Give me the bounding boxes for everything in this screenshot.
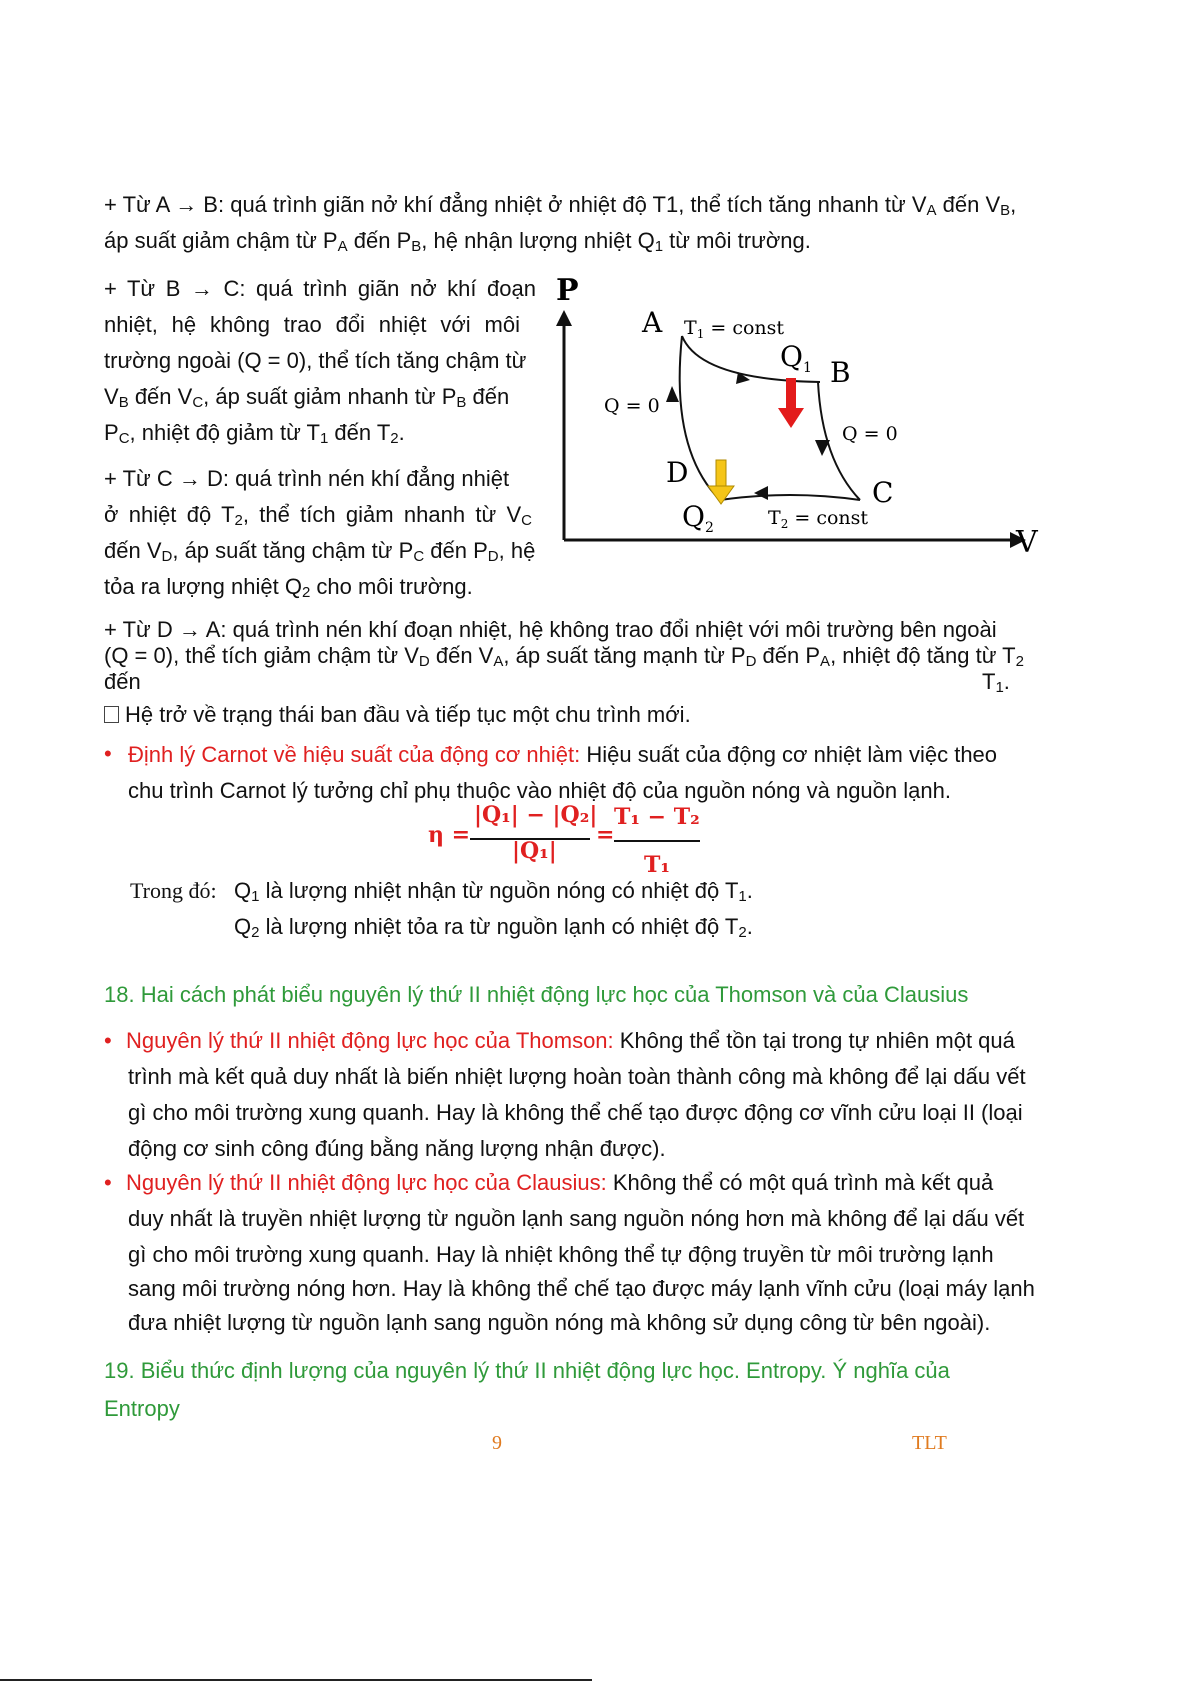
section-18-heading: 18. Hai cách phát biểu nguyên lý thứ II nhiệt động lực học của Thomson và của Clausius (104, 982, 969, 1007)
q1-label: $Q_1$ (780, 340, 812, 376)
bullet-icon: • (104, 1028, 112, 1053)
formula-denominator-2: T₁ (644, 852, 671, 878)
footer-author: TLT (912, 1432, 947, 1454)
arrow-bc-icon (815, 440, 830, 456)
process-da-line3-end: $T_1$. (982, 669, 1010, 696)
arrow-da-icon (666, 386, 679, 402)
q2-label: $Q_2$ (682, 500, 714, 536)
thomson-line1: Nguyên lý thứ II nhiệt động lực học của Thomson: Không thể tồn tại trong tự nhiên một quá (126, 1028, 1015, 1053)
point-b-label: B (830, 356, 851, 389)
q2-definition: $Q_2$ là lượng nhiệt tỏa ra từ nguồn lạnh có nhiệt độ $T_2$. (234, 914, 753, 941)
q1-heat-arrow-icon (778, 378, 804, 428)
formula-denominator-1: |Q₁| (512, 838, 557, 864)
t1-label: $T_1$ = const (684, 317, 785, 341)
carnot-line1: Định lý Carnot về hiệu suất của động cơ nhiệt: Hiệu suất của động cơ nhiệt làm việc theo (128, 742, 998, 767)
q0-right-label: Q = 0 (842, 423, 898, 445)
arrow-cd-icon (754, 486, 768, 500)
formula-equals: = (596, 822, 615, 848)
axis-label-v: V (1016, 525, 1038, 560)
process-cd-line2: ở nhiệt độ $T_2$, thể tích giảm nhanh từ $V_C$ (104, 502, 532, 529)
thomson-line3: gì cho môi trường xung quanh. Hay là không thể chế tạo được động cơ vĩnh cửu loại II (loại (128, 1100, 1023, 1125)
carnot-line2: chu trình Carnot lý tưởng chỉ phụ thuộc vào nhiệt độ của nguồn nóng và nguồn lạnh. (128, 778, 951, 803)
process-cd-line3: đến $V_D$, áp suất tăng chậm từ $P_C$ đến $P_D$, hệ (104, 538, 536, 565)
formula-numerator-2: T₁ − T₂ (614, 804, 700, 830)
process-da-line2: (Q = 0), thể tích giảm chậm từ $V_D$ đến $V_A$, áp suất tăng mạnh từ $P_D$ đến $P_A$, nhiệt độ tăng từ $T_2$ (104, 643, 1024, 670)
thomson-line4: động cơ sinh công đúng bằng năng lượng nhận được). (128, 1136, 666, 1161)
q1-definition: $Q_1$ là lượng nhiệt nhận từ nguồn nóng có nhiệt độ $T_1$. (234, 878, 753, 905)
process-bc-line4: $V_B$ đến $V_C$, áp suất giảm nhanh từ $P_B$ đến (104, 384, 510, 411)
thomson-line2: trình mà kết quả duy nhất là biến nhiệt lượng hoàn toàn thành công mà không để lại dấu vết (128, 1064, 1026, 1089)
process-bc-line1: + Từ B → C: quá trình giãn nở khí đoạn (104, 276, 536, 301)
bottom-rule (0, 1679, 592, 1681)
return-line: Hệ trở về trạng thái ban đầu và tiếp tục một chu trình mới. (104, 696, 691, 734)
process-da-line1: + Từ D → A: quá trình nén khí đoạn nhiệt, hệ không trao đổi nhiệt với môi trường bên ngoài (104, 617, 997, 642)
clausius-line1: Nguyên lý thứ II nhiệt động lực học của Clausius: Không thể có một quá trình mà kết quả (126, 1170, 994, 1195)
q2-heat-arrow-icon (708, 460, 734, 504)
carnot-cycle-diagram (556, 273, 1050, 570)
section-19-heading-line1: 19. Biểu thức định lượng của nguyên lý thứ II nhiệt động lực học. Entropy. Ý nghĩa của (104, 1358, 950, 1383)
axis-label-p: P (556, 273, 579, 308)
process-da-line3-start: đến (104, 669, 141, 694)
p-axis-arrow-icon (556, 310, 572, 326)
clausius-line4: sang môi trường nóng hơn. Hay là không thể chế tạo được máy lạnh vĩnh cửu (loại máy lạnh (128, 1276, 1035, 1301)
point-a-label: A (642, 306, 663, 339)
process-cd-line1: + Từ C → D: quá trình nén khí đẳng nhiệt (104, 466, 510, 491)
process-cd-line4: tỏa ra lượng nhiệt $Q_2$ cho môi trường. (104, 574, 473, 601)
fraction-bar-2 (614, 840, 700, 842)
point-c-label: C (872, 476, 894, 509)
empty-box-icon (104, 706, 119, 723)
formula-numerator-1: |Q₁| − |Q₂| (474, 802, 598, 828)
point-d-label: D (666, 456, 689, 489)
page-number: 9 (492, 1432, 502, 1454)
where-label: Trong đó: (130, 878, 217, 903)
t2-label: $T_2$ = const (768, 507, 869, 531)
clausius-line5: đưa nhiệt lượng từ nguồn lạnh sang nguồn nóng mà không sử dụng công từ bên ngoài). (128, 1310, 991, 1335)
isotherm-cd (720, 495, 860, 500)
q0-left-label: Q = 0 (604, 395, 660, 417)
process-ab-line1: + Từ A → B: quá trình giãn nở khí đẳng nhiệt ở nhiệt độ T1, thể tích tăng nhanh từ $V_A$ đến $V_B$, (104, 192, 1017, 219)
clausius-line3: gì cho môi trường xung quanh. Hay là nhiệt không thể tự động truyền từ môi trường lạnh (128, 1242, 994, 1267)
bullet-icon: • (104, 741, 112, 766)
section-19-heading-line2: Entropy (104, 1396, 180, 1421)
formula-eta: η = (428, 822, 471, 848)
bullet-icon: • (104, 1170, 112, 1195)
process-bc-line3: trường ngoài (Q = 0), thể tích tăng chậm từ (104, 348, 527, 373)
process-bc-line5: $P_C$, nhiệt độ giảm từ $T_1$ đến $T_2$. (104, 420, 405, 447)
clausius-line2: duy nhất là truyền nhiệt lượng từ nguồn lạnh sang nguồn nóng hơn mà không để lại dấu vết (128, 1206, 1025, 1231)
process-ab-line2: áp suất giảm chậm từ $P_A$ đến $P_B$, hệ nhận lượng nhiệt $Q_1$ từ môi trường. (104, 228, 811, 255)
process-bc-line2: nhiệt, hệ không trao đổi nhiệt với môi (104, 312, 520, 337)
